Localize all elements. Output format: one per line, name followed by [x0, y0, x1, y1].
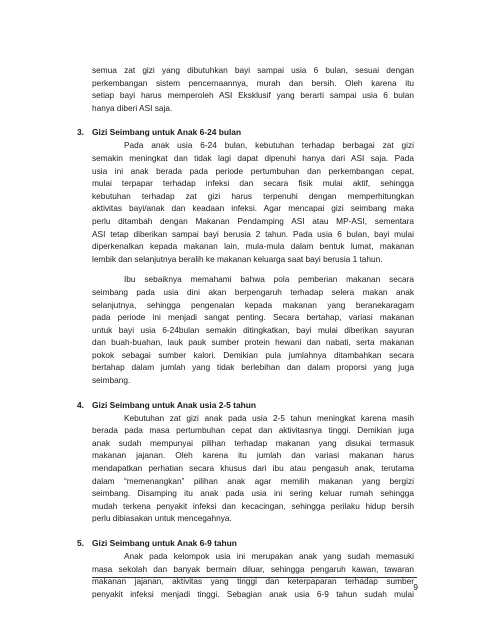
- section-heading: [77, 126, 399, 139]
- paragraph: [92, 273, 414, 386]
- text-line: seimbang.: [92, 375, 131, 386]
- section-title: Gizi Seimbang untuk Anak 6-24 bulan: [92, 127, 242, 138]
- text-line: anak sudah mempunyai pilihan terhadap makanan yang disukai termasuk: [92, 437, 414, 448]
- text-line: seimbang pada usia dini akan berpengaruh terhadap selera makan anak: [92, 286, 414, 297]
- page-body: [77, 64, 414, 600]
- text-line: hanya diberi ASI saja.: [92, 102, 173, 113]
- text-line: selanjutnya, sehingga pengenalan kepada makanan yang beranekaragam: [92, 299, 414, 310]
- text-line: kebutuhan terhadap zat gizi harus terpenuhi dengan memperhitungkan: [92, 190, 414, 201]
- text-line: perlu ditambah dengan Makanan Pendamping ASI atau MP-ASI, sementara: [92, 215, 414, 226]
- text-line: diperkenalkan kepada makanan lain, mula-mula dalam bentuk lumat, makanan: [92, 241, 414, 252]
- text-line: Ibu sebaiknya memahami bahwa pola pemberian makanan secara: [124, 274, 414, 285]
- section-title: Gizi Seimbang untuk Anak usia 2-5 tahun: [92, 399, 256, 410]
- text-line: usia ini anak berada pada periode pertumbuhan dan perkembangan cepat,: [92, 165, 414, 176]
- section-heading: [77, 399, 399, 412]
- text-line: mudah terkena penyakit infeksi dan kecacingan, sehingga perilaku hidup bersih: [92, 500, 414, 511]
- text-line: mulai terpapar terhadap infeksi dan secara fisik mulai aktif, sehingga: [92, 178, 414, 189]
- text-line: penyakit infeksi menjadi tinggi. Sebagian anak usia 6-9 tahun sudah mulai: [92, 588, 414, 599]
- text-line: perkembangan sistem pencernaannya, murah dan bersih. Oleh karena itu: [92, 77, 414, 88]
- footer-divider: [92, 577, 417, 578]
- text-line: semua zat gizi yang dibutuhkan bayi sampai usia 6 bulan, sesuai dengan: [92, 65, 414, 75]
- section-number: 3.: [77, 127, 84, 138]
- section-number: 4.: [77, 399, 84, 410]
- paragraph: [92, 412, 414, 525]
- text-line: untuk bayi usia 6-24bulan semakin ditingkatkan, bayi mulai diberikan sayuran: [92, 324, 414, 335]
- section-heading: [77, 537, 399, 550]
- intro-paragraph: [92, 64, 414, 114]
- paragraph: [92, 550, 414, 600]
- text-line: dan buah-buahan, lauk pauk sumber protein hewani dan nabati, serta makanan: [92, 337, 414, 348]
- text-line: semakin meningkat dan tidak lagi dapat dipenuhi hanya dari ASI saja. Pada: [92, 152, 414, 163]
- text-line: perlu dibiasakan untuk mencegahnya.: [92, 513, 232, 524]
- section-5: [77, 537, 414, 600]
- text-line: Anak pada kelompok usia ini merupakan anak yang sudah memasuki: [124, 551, 414, 561]
- text-line: aktivitas bayi/anak dan keadaan infeksi. Agar mencapai gizi seimbang maka: [92, 203, 414, 214]
- text-line: berada pada masa pertumbuhan cepat dan aktivitasnya tinggi. Demikian juga: [92, 425, 414, 436]
- text-line: masa sekolah dan banyak bermain diluar, sehingga pengaruh kawan, tawaran: [92, 563, 414, 574]
- paragraph: [92, 139, 414, 265]
- text-line: setiap bayi harus memperoleh ASI Eksklusif yang berarti sampai usia 6 bulan: [92, 90, 414, 101]
- text-line: Pada anak usia 6-24 bulan, kebutuhan terhadap berbagai zat gizi: [124, 140, 414, 151]
- text-line: Kebutuhan zat gizi anak pada usia 2-5 tahun meningkat karena masih: [124, 412, 414, 423]
- text-line: seimbang. Disamping itu anak pada usia ini sering keluar rumah sehingga: [92, 488, 414, 499]
- text-line: pada periode ini menjadi sangat penting. Secara bertahap, variasi makanan: [92, 312, 414, 323]
- section-number: 5.: [77, 538, 84, 548]
- text-line: makanan jajanan. Oleh karena itu jumlah dan variasi makanan harus: [92, 450, 414, 461]
- text-line: mendapatkan perhatian secara khusus dari ibu atau pengasuh anak, terutama: [92, 463, 414, 474]
- text-line: pokok sebagai sumber kalori. Demikian pula jumlahnya ditambahkan secara: [92, 349, 414, 360]
- page-number: 9: [413, 582, 418, 592]
- section-3: [77, 126, 414, 386]
- section-title: Gizi Seimbang untuk Anak 6-9 tahun: [92, 538, 237, 548]
- text-line: bertahap dalam jumlah yang tidak berlebihan dan dalam proporsi yang juga: [92, 362, 414, 373]
- text-line: dalam “memenangkan” pilihan anak agar memilih makanan yang bergizi: [92, 475, 414, 486]
- text-line: makanan jajanan, aktivitas yang tinggi dan keterpaparan terhadap sumber: [92, 576, 414, 587]
- text-line: ASI tetap diberikan sampai bayi berusia 2 tahun. Pada usia 6 bulan, bayi mulai: [92, 228, 414, 239]
- section-4: [77, 399, 414, 525]
- text-line: lembik dan selanjutnya beralih ke makanan keluarga saat bayi berusia 1 tahun.: [92, 253, 383, 264]
